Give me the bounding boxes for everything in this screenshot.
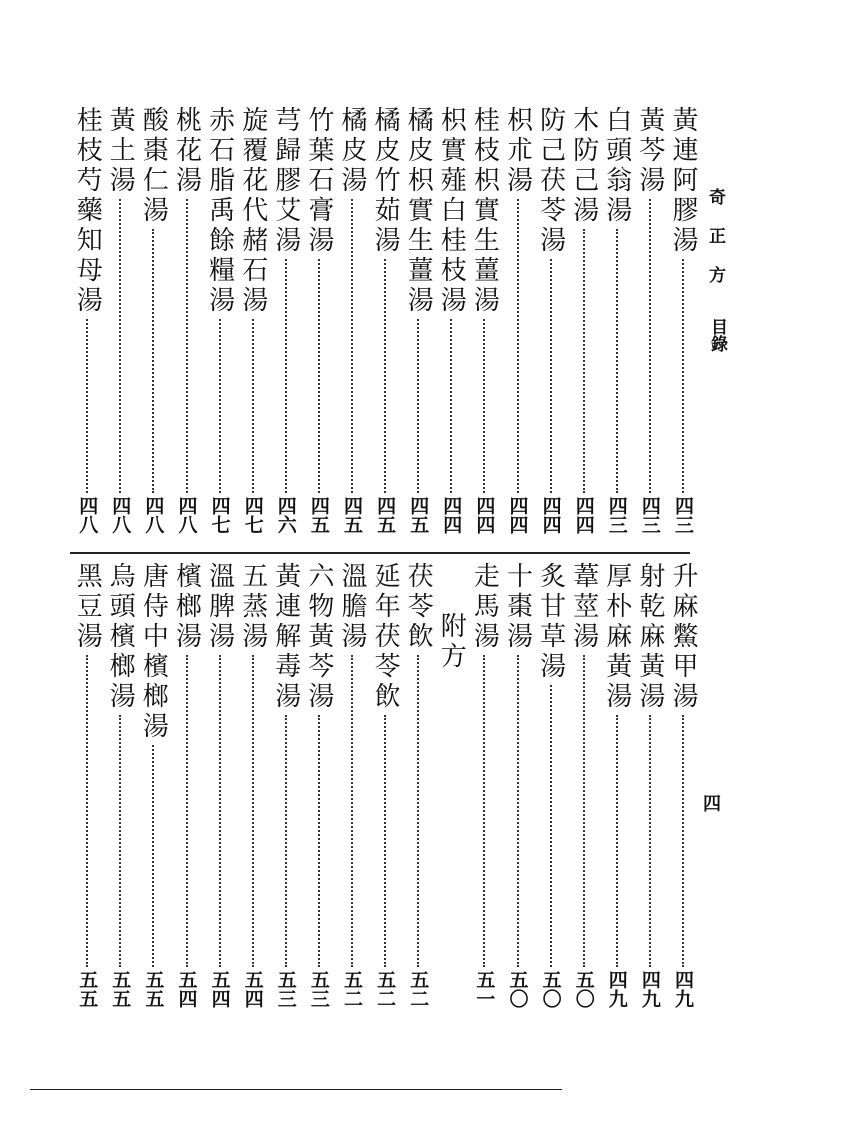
entry-page-number: 四八 xyxy=(109,496,132,534)
dot-leader xyxy=(252,319,254,493)
entry-title: 十棗湯 xyxy=(502,562,533,652)
dot-leader xyxy=(417,655,419,967)
toc-entry xyxy=(172,562,202,1008)
entry-title: 白頭翁湯 xyxy=(601,106,632,226)
toc-entry xyxy=(205,562,235,1008)
entry-title: 赤石脂禹餘糧湯 xyxy=(204,106,235,316)
entry-title: 酸棗仁湯 xyxy=(138,106,169,226)
entry-page-number: 五二 xyxy=(407,970,430,1008)
dot-leader xyxy=(285,715,287,967)
dot-leader xyxy=(417,319,419,493)
entry-title: 延年茯苓飲 xyxy=(370,562,401,712)
entry-page-number: 四五 xyxy=(407,496,430,534)
entry-title: 黃連解毒湯 xyxy=(270,562,301,712)
toc-entry xyxy=(569,106,599,534)
entry-page-number: 四四 xyxy=(506,496,529,534)
toc-entry xyxy=(105,562,135,1008)
entry-page-number: 四五 xyxy=(374,496,397,534)
entry-page-number: 五四 xyxy=(208,970,231,1008)
toc-entry xyxy=(304,106,334,534)
entry-page-number: 五三 xyxy=(274,970,297,1008)
entry-page-number: 五四 xyxy=(241,970,264,1008)
entry-page-number: 四四 xyxy=(440,496,463,534)
entry-page-number: 五〇 xyxy=(539,970,562,1008)
dot-leader xyxy=(483,319,485,493)
toc-entry xyxy=(436,106,466,534)
toc-entry xyxy=(436,612,466,732)
entry-page-number: 五〇 xyxy=(572,970,595,1008)
dot-leader xyxy=(252,655,254,967)
section-divider xyxy=(70,552,690,554)
toc-entry xyxy=(304,562,334,1008)
toc-entry xyxy=(72,106,102,534)
entry-title: 橘皮竹茹湯 xyxy=(370,106,401,256)
dot-leader xyxy=(351,199,353,493)
dot-leader xyxy=(616,229,618,493)
toc-entry xyxy=(172,106,202,534)
dot-leader xyxy=(86,655,88,967)
entry-title: 唐侍中檳榔湯 xyxy=(138,562,169,742)
entry-title: 橘皮湯 xyxy=(337,106,367,196)
entry-title: 枳朮湯 xyxy=(502,106,533,196)
toc-entry xyxy=(238,562,268,1008)
section-title: 目錄 xyxy=(707,318,727,352)
page-number: 四 xyxy=(703,794,721,815)
entry-title: 五蒸湯 xyxy=(237,562,268,652)
entry-page-number: 四三 xyxy=(672,496,694,534)
toc-entry xyxy=(469,562,499,1008)
entry-page-number: 四五 xyxy=(341,496,363,534)
entry-title: 芎歸膠艾湯 xyxy=(270,106,301,256)
toc-entry xyxy=(569,562,599,1008)
entry-title: 竹葉石膏湯 xyxy=(303,106,334,256)
entry-page-number: 四五 xyxy=(307,496,330,534)
dot-leader xyxy=(682,715,684,967)
entry-page-number: 四九 xyxy=(672,970,694,1008)
entry-page-number: 四九 xyxy=(605,970,628,1008)
entry-title: 升麻鱉甲湯 xyxy=(668,562,698,712)
entry-page-number: 四四 xyxy=(539,496,562,534)
toc-entry xyxy=(503,106,533,534)
entry-page-number: 五〇 xyxy=(506,970,529,1008)
dot-leader xyxy=(285,259,287,493)
toc-entry xyxy=(337,106,367,534)
dot-leader xyxy=(318,715,320,967)
entry-title: 溫膽湯 xyxy=(337,562,367,652)
entry-page-number: 五一 xyxy=(473,970,496,1008)
toc-entry xyxy=(635,562,665,1008)
entry-title: 炙甘草湯 xyxy=(535,562,566,682)
entry-page-number: 五五 xyxy=(109,970,132,1008)
toc-entry xyxy=(271,106,301,534)
dot-leader xyxy=(517,199,519,493)
dot-leader xyxy=(152,229,154,493)
dot-leader xyxy=(119,199,121,493)
entry-title: 黃連阿膠湯 xyxy=(668,106,698,256)
dot-leader xyxy=(186,655,188,967)
dot-leader xyxy=(550,685,552,967)
entry-page-number: 四四 xyxy=(572,496,595,534)
toc-entry xyxy=(238,106,268,534)
dot-leader xyxy=(649,199,651,493)
toc-entry xyxy=(469,106,499,534)
toc-entry xyxy=(138,106,168,534)
dot-leader xyxy=(318,259,320,493)
entry-title: 走馬湯 xyxy=(469,562,500,652)
entry-title: 黑豆湯 xyxy=(72,562,103,652)
entry-page-number: 四七 xyxy=(241,496,264,534)
page-bottom-rule xyxy=(30,1089,562,1090)
entry-title: 桃花湯 xyxy=(171,106,202,196)
dot-leader xyxy=(219,319,221,493)
entry-title: 葦莖湯 xyxy=(568,562,599,652)
toc-entry xyxy=(503,562,533,1008)
entry-page-number: 四三 xyxy=(605,496,628,534)
entry-title: 溫脾湯 xyxy=(204,562,235,652)
dot-leader xyxy=(384,715,386,967)
entry-page-number: 四四 xyxy=(473,496,496,534)
dot-leader xyxy=(351,655,353,967)
toc-entry xyxy=(337,562,367,1008)
toc-entry xyxy=(403,562,433,1008)
dot-leader xyxy=(649,715,651,967)
entry-page-number: 四三 xyxy=(638,496,661,534)
dot-leader xyxy=(616,715,618,967)
entry-title: 六物黃芩湯 xyxy=(303,562,334,712)
dot-leader xyxy=(384,259,386,493)
entry-page-number: 五五 xyxy=(142,970,165,1008)
toc-entry xyxy=(105,106,135,534)
entry-title: 旋覆花代赭石湯 xyxy=(237,106,268,316)
dot-leader xyxy=(219,655,221,967)
dot-leader xyxy=(119,715,121,967)
toc-entry xyxy=(403,106,433,534)
dot-leader xyxy=(152,745,154,967)
dot-leader xyxy=(517,655,519,967)
entry-page-number: 五三 xyxy=(307,970,330,1008)
entry-title: 茯苓飲 xyxy=(403,562,434,652)
entry-page-number: 五四 xyxy=(175,970,198,1008)
entry-title: 烏頭檳榔湯 xyxy=(105,562,136,712)
toc-entry xyxy=(72,562,102,1008)
entry-page-number: 四九 xyxy=(638,970,661,1008)
toc-entry xyxy=(635,106,665,534)
entry-title: 黃土湯 xyxy=(105,106,136,196)
entry-page-number: 五二 xyxy=(341,970,363,1008)
entry-page-number: 四八 xyxy=(175,496,198,534)
dot-leader xyxy=(682,259,684,493)
dot-leader xyxy=(86,319,88,493)
entry-page-number: 四七 xyxy=(208,496,231,534)
dot-leader xyxy=(450,319,452,493)
toc-entry xyxy=(536,562,566,1008)
entry-page-number: 五五 xyxy=(76,970,99,1008)
toc-entry xyxy=(370,106,400,534)
entry-title: 橘皮枳實生薑湯 xyxy=(403,106,434,316)
dot-leader xyxy=(550,259,552,493)
toc-entry xyxy=(205,106,235,534)
entry-page-number: 四八 xyxy=(142,496,165,534)
toc-entry xyxy=(271,562,301,1008)
entry-page-number: 五二 xyxy=(374,970,397,1008)
entry-title: 檳榔湯 xyxy=(171,562,202,652)
dot-leader xyxy=(483,655,485,967)
appendix-heading: 附方 xyxy=(436,612,467,672)
toc-entry xyxy=(138,562,168,1008)
entry-title: 桂枝芍藥知母湯 xyxy=(72,106,103,316)
book-title: 奇正方 xyxy=(705,188,725,305)
entry-title: 厚朴麻黃湯 xyxy=(601,562,632,712)
toc-entry xyxy=(370,562,400,1008)
entry-title: 黃芩湯 xyxy=(634,106,665,196)
entry-title: 防己茯苓湯 xyxy=(535,106,566,256)
toc-entry xyxy=(602,562,632,1008)
toc-entry xyxy=(536,106,566,534)
toc-entry xyxy=(668,562,698,1008)
entry-title: 木防己湯 xyxy=(568,106,599,226)
toc-entry xyxy=(668,106,698,534)
dot-leader xyxy=(583,229,585,493)
entry-title: 射乾麻黃湯 xyxy=(634,562,665,712)
entry-page-number: 四八 xyxy=(76,496,99,534)
toc-entry xyxy=(602,106,632,534)
dot-leader xyxy=(186,199,188,493)
dot-leader xyxy=(583,655,585,967)
entry-title: 枳實薤白桂枝湯 xyxy=(436,106,467,316)
entry-page-number: 四六 xyxy=(274,496,297,534)
entry-title: 桂枝枳實生薑湯 xyxy=(469,106,500,316)
